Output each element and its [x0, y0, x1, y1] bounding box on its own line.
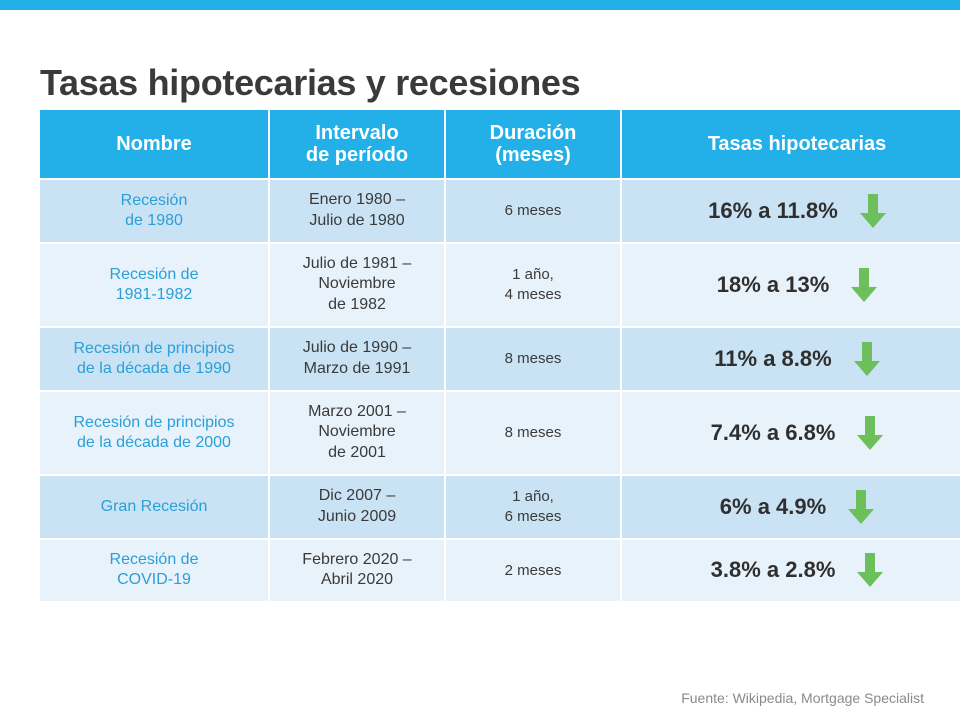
column-header-interval-line2: de período: [305, 144, 409, 166]
table-row: [40, 540, 960, 602]
cell-interval-line1: Febrero 2020 –: [302, 550, 412, 568]
cell-name-line2: de 1980: [125, 211, 183, 229]
cell-interval-line1: Julio de 1990 –: [302, 338, 412, 356]
cell-interval-line2: Marzo de 1991: [303, 359, 411, 377]
cell-interval-line2: Julio de 1980: [309, 211, 405, 229]
cell-name: [40, 476, 268, 538]
cell-interval-line2: Abril 2020: [320, 571, 394, 589]
cell-name-line1: Recesión de principios: [73, 339, 235, 357]
source-note: Fuente: Wikipedia, Mortgage Specialist: [681, 690, 924, 706]
column-header-name: Nombre: [40, 110, 268, 178]
cell-name: [40, 392, 268, 474]
column-header-interval-line1: Intervalo: [315, 122, 399, 144]
cell-duration: [446, 328, 620, 390]
cell-interval: [270, 392, 444, 474]
cell-duration: [446, 476, 620, 538]
recessions-table: [38, 108, 960, 603]
cell-duration-line1: 1 año,: [512, 488, 554, 506]
cell-interval-line3: de 2001: [328, 444, 386, 462]
cell-rates-text: 11% a 8.8%: [714, 345, 832, 371]
down-arrow-icon: [851, 268, 877, 302]
cell-name-line2: de la década de 1990: [77, 359, 231, 377]
table-row: [40, 328, 960, 390]
column-header-rates: Tasas hipotecarias: [622, 110, 960, 178]
cell-rates-text: 7.4% a 6.8%: [710, 419, 836, 445]
table-header: [40, 110, 960, 178]
cell-duration-line1: 6 meses: [504, 202, 562, 220]
table-body: [40, 180, 960, 601]
cell-duration-line1: 8 meses: [504, 424, 562, 442]
cell-name: [40, 180, 268, 242]
cell-interval-line1: Dic 2007 –: [318, 486, 396, 504]
cell-interval: [270, 244, 444, 326]
cell-name-line1: Recesión de principios: [73, 413, 235, 431]
down-arrow-icon: [848, 490, 874, 524]
cell-name: [40, 328, 268, 390]
cell-rates: [622, 476, 960, 538]
cell-duration-line1: 1 año,: [512, 266, 554, 284]
cell-name-line2: 1981-1982: [115, 285, 193, 303]
table-row: [40, 392, 960, 474]
cell-interval-line1: Enero 1980 –: [308, 191, 406, 208]
cell-rates: [622, 244, 960, 326]
cell-name-line2: COVID-19: [117, 571, 191, 589]
cell-name-line2: de la década de 2000: [77, 433, 231, 451]
table-header-row: [40, 110, 960, 178]
table-row: [40, 244, 960, 326]
column-header-duration-line1: Duración: [489, 122, 577, 144]
table-row: [40, 476, 960, 538]
cell-interval-line3: de 1982: [328, 296, 386, 314]
top-accent-bar: [0, 0, 960, 10]
column-header-duration: [446, 110, 620, 178]
cell-duration-line2: 6 meses: [504, 507, 562, 525]
cell-interval-line2: Noviembre: [318, 423, 396, 441]
cell-interval-line1: Julio de 1981 –: [302, 254, 412, 272]
cell-duration-line2: 4 meses: [504, 285, 562, 303]
cell-name-line1: Gran Recesión: [100, 497, 208, 515]
cell-name: [40, 244, 268, 326]
cell-duration: [446, 180, 620, 242]
cell-duration: [446, 540, 620, 602]
cell-interval-line2: Junio 2009: [317, 507, 397, 525]
cell-interval-line1: Marzo 2001 –: [308, 402, 406, 420]
cell-rates-text: 18% a 13%: [716, 271, 830, 297]
cell-rates: [622, 540, 960, 602]
cell-interval: [270, 476, 444, 538]
column-header-interval: [270, 110, 444, 178]
column-header-duration-line2: (meses): [495, 144, 571, 166]
cell-interval: [270, 180, 444, 242]
table-row: [40, 180, 960, 242]
page-title: Tasas hipotecarias y recesiones: [40, 62, 581, 104]
cell-rates: [622, 328, 960, 390]
cell-name-line1: Recesión de: [109, 551, 199, 569]
cell-name-line1: Recesión: [120, 191, 188, 209]
cell-rates-text: 16% a 11.8%: [708, 197, 838, 223]
cell-rates-text: 6% a 4.9%: [719, 493, 827, 519]
cell-rates: [622, 180, 960, 242]
down-arrow-icon: [857, 416, 883, 450]
cell-rates-text: 3.8% a 2.8%: [710, 557, 836, 583]
cell-interval-line2: Noviembre: [318, 275, 396, 293]
cell-name: [40, 540, 268, 602]
cell-duration-line1: 2 meses: [504, 561, 562, 579]
cell-interval: [270, 540, 444, 602]
down-arrow-icon: [860, 194, 886, 228]
cell-name-line1: Recesión de: [109, 265, 199, 283]
cell-duration: [446, 244, 620, 326]
cell-interval: [270, 328, 444, 390]
down-arrow-icon: [857, 553, 883, 587]
down-arrow-icon: [854, 342, 880, 376]
cell-duration-line1: 8 meses: [504, 350, 562, 368]
cell-rates: [622, 392, 960, 474]
cell-duration: [446, 392, 620, 474]
